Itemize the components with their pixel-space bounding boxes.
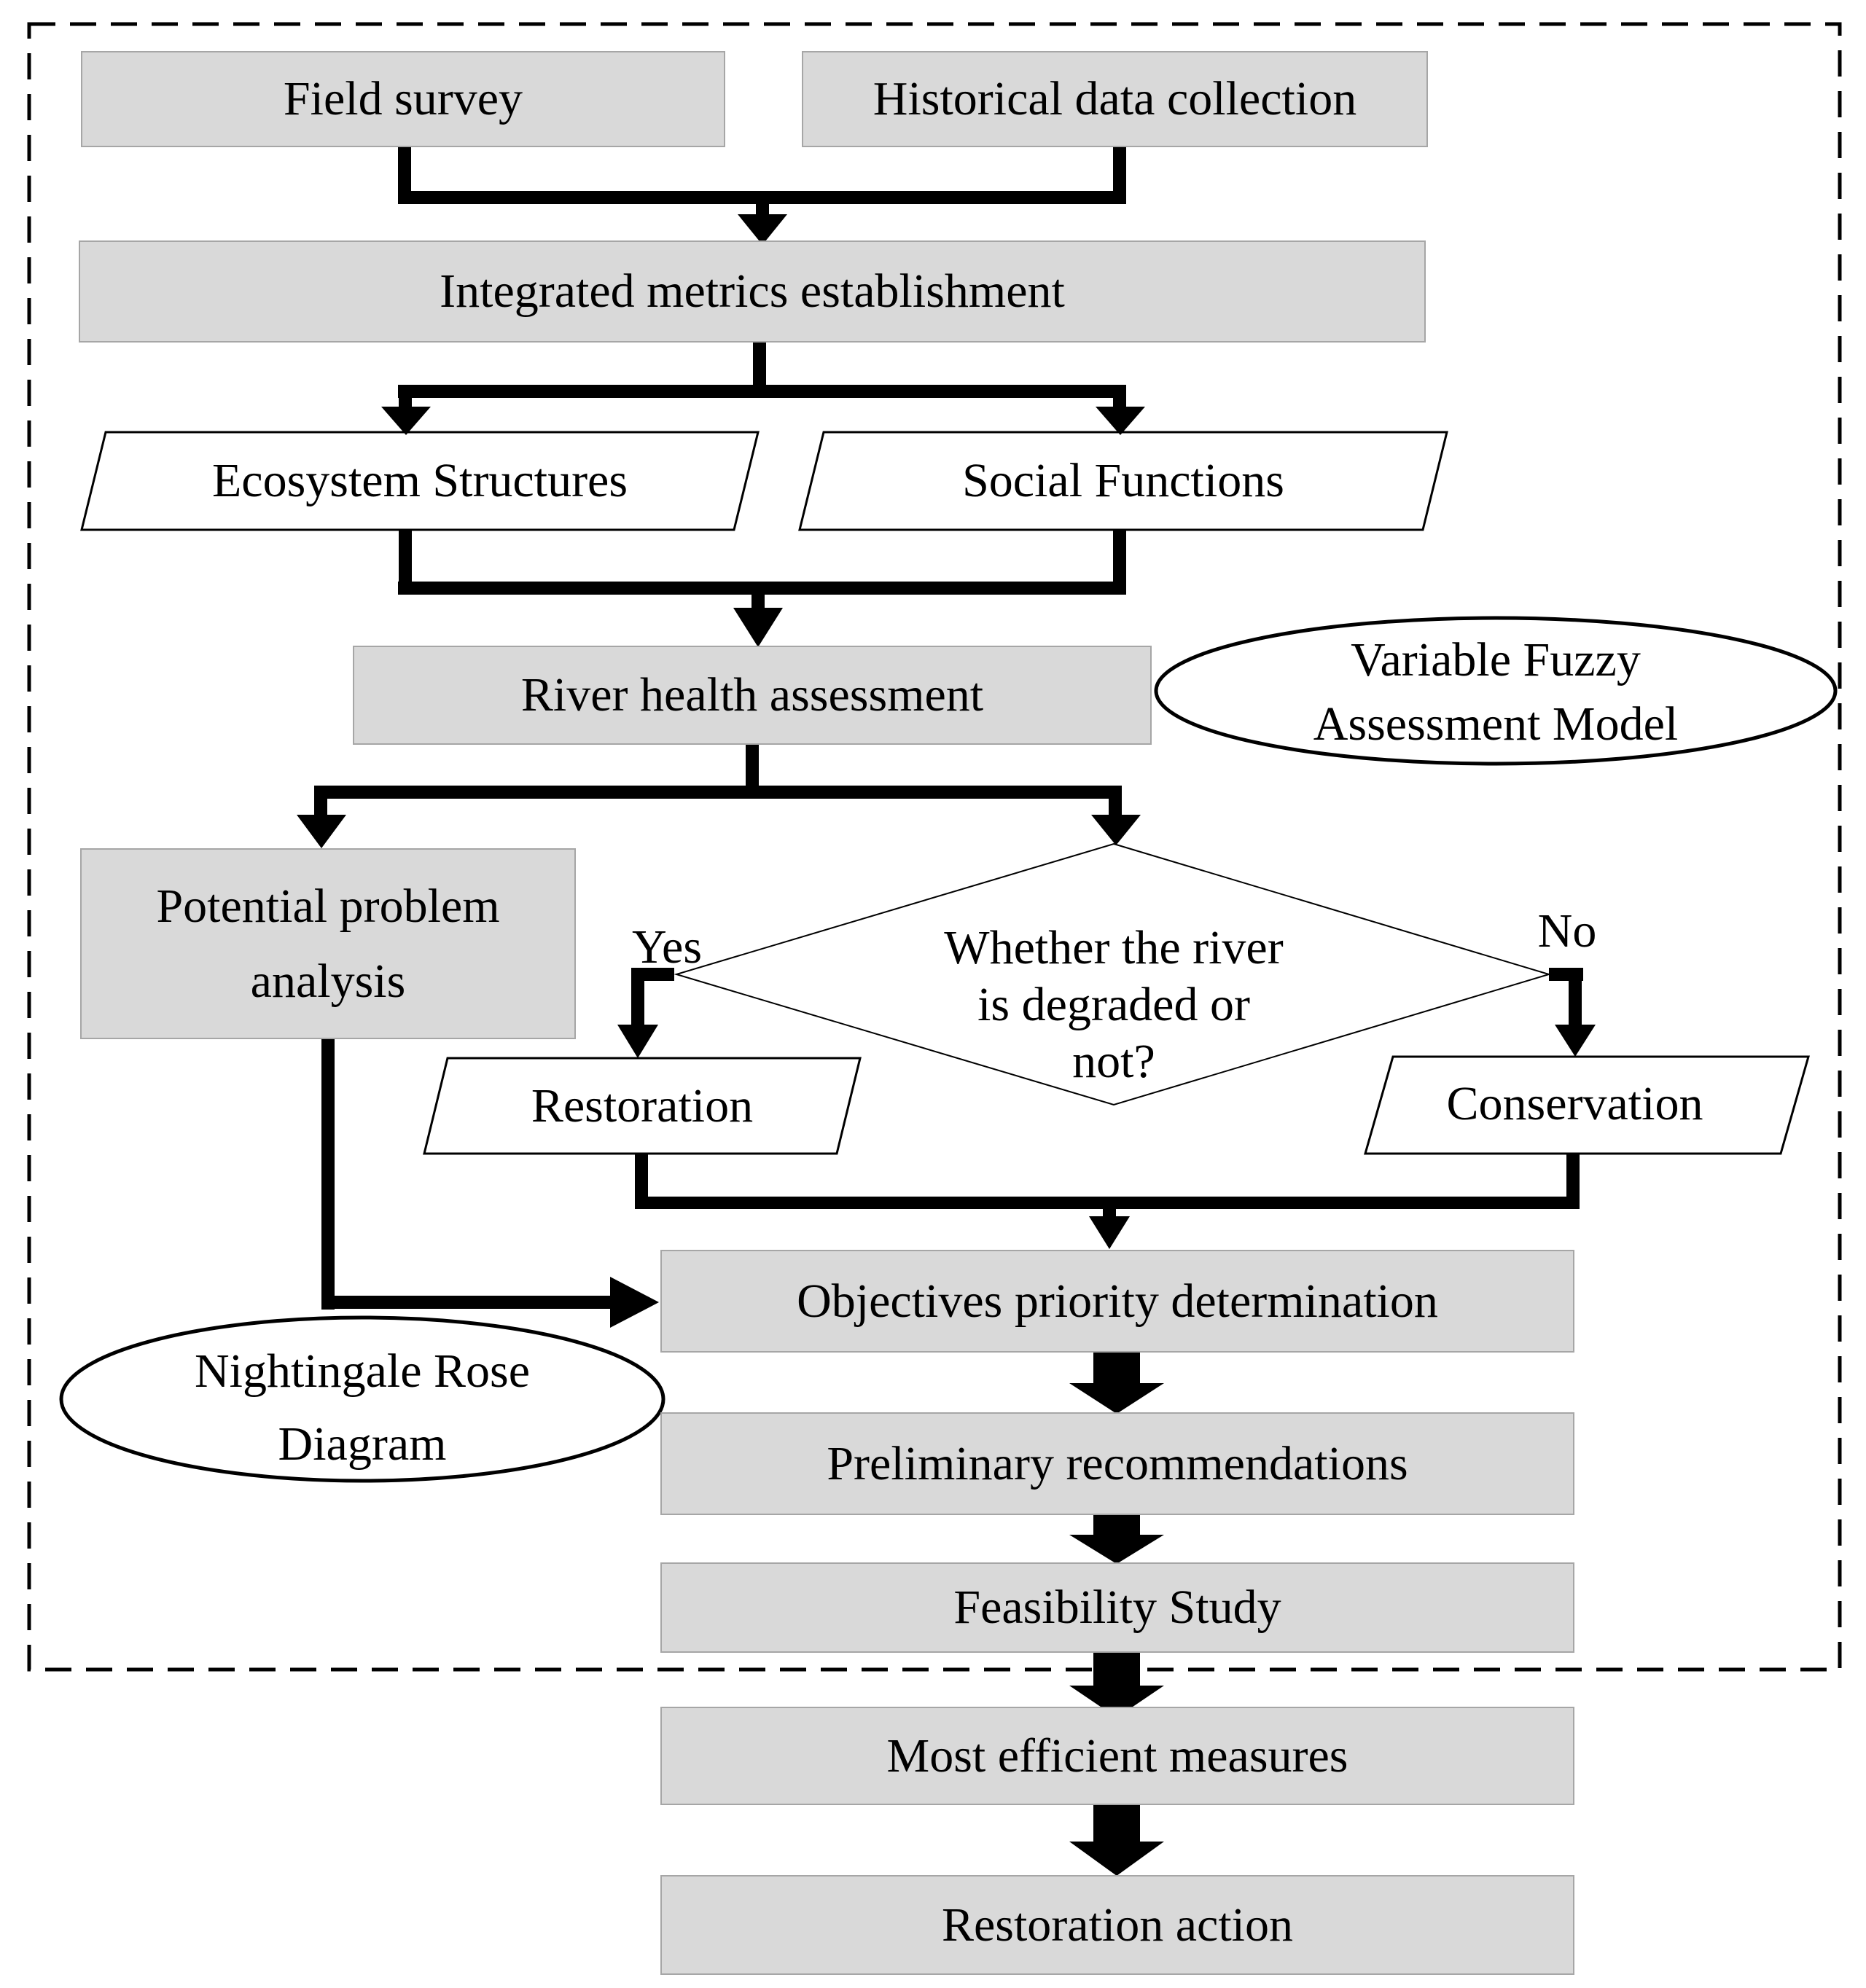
decision-label-line2: is degraded or (977, 978, 1250, 1031)
split-connector-metrics (381, 343, 1145, 435)
node-label: Preliminary recommendations (827, 1436, 1408, 1490)
shape-label: Restoration (531, 1079, 754, 1132)
no-branch-connector (1549, 968, 1596, 1057)
block-arrow-measures-to-action (1069, 1805, 1164, 1876)
ellipse-label-line2: Diagram (278, 1417, 447, 1471)
yes-text: Yes (631, 920, 703, 974)
nightingale-rose-ellipse (61, 1318, 663, 1481)
merge-connector-branches (635, 1154, 1580, 1249)
shape-label: Conservation (1446, 1077, 1703, 1130)
block-arrow-objectives-to-preliminary (1069, 1353, 1164, 1414)
node-restoration-action (660, 1875, 1574, 1975)
node-field-survey (81, 51, 725, 147)
ellipse-label-line1: Nightingale Rose (194, 1345, 531, 1398)
restoration-parallelogram (424, 1058, 860, 1154)
node-label: Field survey (283, 72, 523, 125)
node-label: Feasibility Study (953, 1581, 1281, 1634)
ecosystem-structures-parallelogram (82, 432, 758, 530)
decision-label-line3: not? (1072, 1035, 1155, 1088)
node-label-line1: Potential problem (156, 880, 500, 933)
node-integrated-metrics (79, 240, 1426, 343)
decision-label-line1: Whether the river (944, 921, 1284, 974)
shape-label: Ecosystem Structures (211, 454, 628, 507)
node-label: Historical data collection (873, 72, 1357, 125)
split-connector-assessment (297, 745, 1141, 848)
node-most-efficient-measures (660, 1707, 1574, 1805)
block-arrow-preliminary-to-feasibility (1069, 1515, 1164, 1564)
node-label: River health assessment (520, 668, 984, 721)
ellipse-label-line1: Variable Fuzzy (1351, 633, 1641, 686)
social-functions-parallelogram (800, 432, 1447, 530)
ellipse-label-line2: Assessment Model (1313, 697, 1679, 751)
merge-connector-structures (398, 530, 1126, 647)
no-text: No (1537, 904, 1597, 958)
shape-label: Social Functions (962, 454, 1284, 507)
variable-fuzzy-ellipse (1156, 618, 1835, 764)
node-river-health-assessment (353, 646, 1152, 745)
node-potential-problem-analysis (80, 848, 576, 1039)
conservation-parallelogram (1365, 1057, 1808, 1154)
node-label: Restoration action (941, 1898, 1294, 1952)
node-label: Objectives priority determination (797, 1274, 1438, 1328)
node-feasibility-study (660, 1562, 1574, 1653)
node-label: Integrated metrics establishment (440, 265, 1065, 318)
node-historical-data-collection (802, 51, 1428, 147)
node-objectives-priority (660, 1250, 1574, 1353)
yes-branch-connector (617, 968, 674, 1058)
node-label-line2: analysis (250, 955, 406, 1008)
merge-connector-top (398, 147, 1126, 245)
node-label: Most efficient measures (886, 1729, 1348, 1782)
node-preliminary-recommendations (660, 1412, 1574, 1515)
